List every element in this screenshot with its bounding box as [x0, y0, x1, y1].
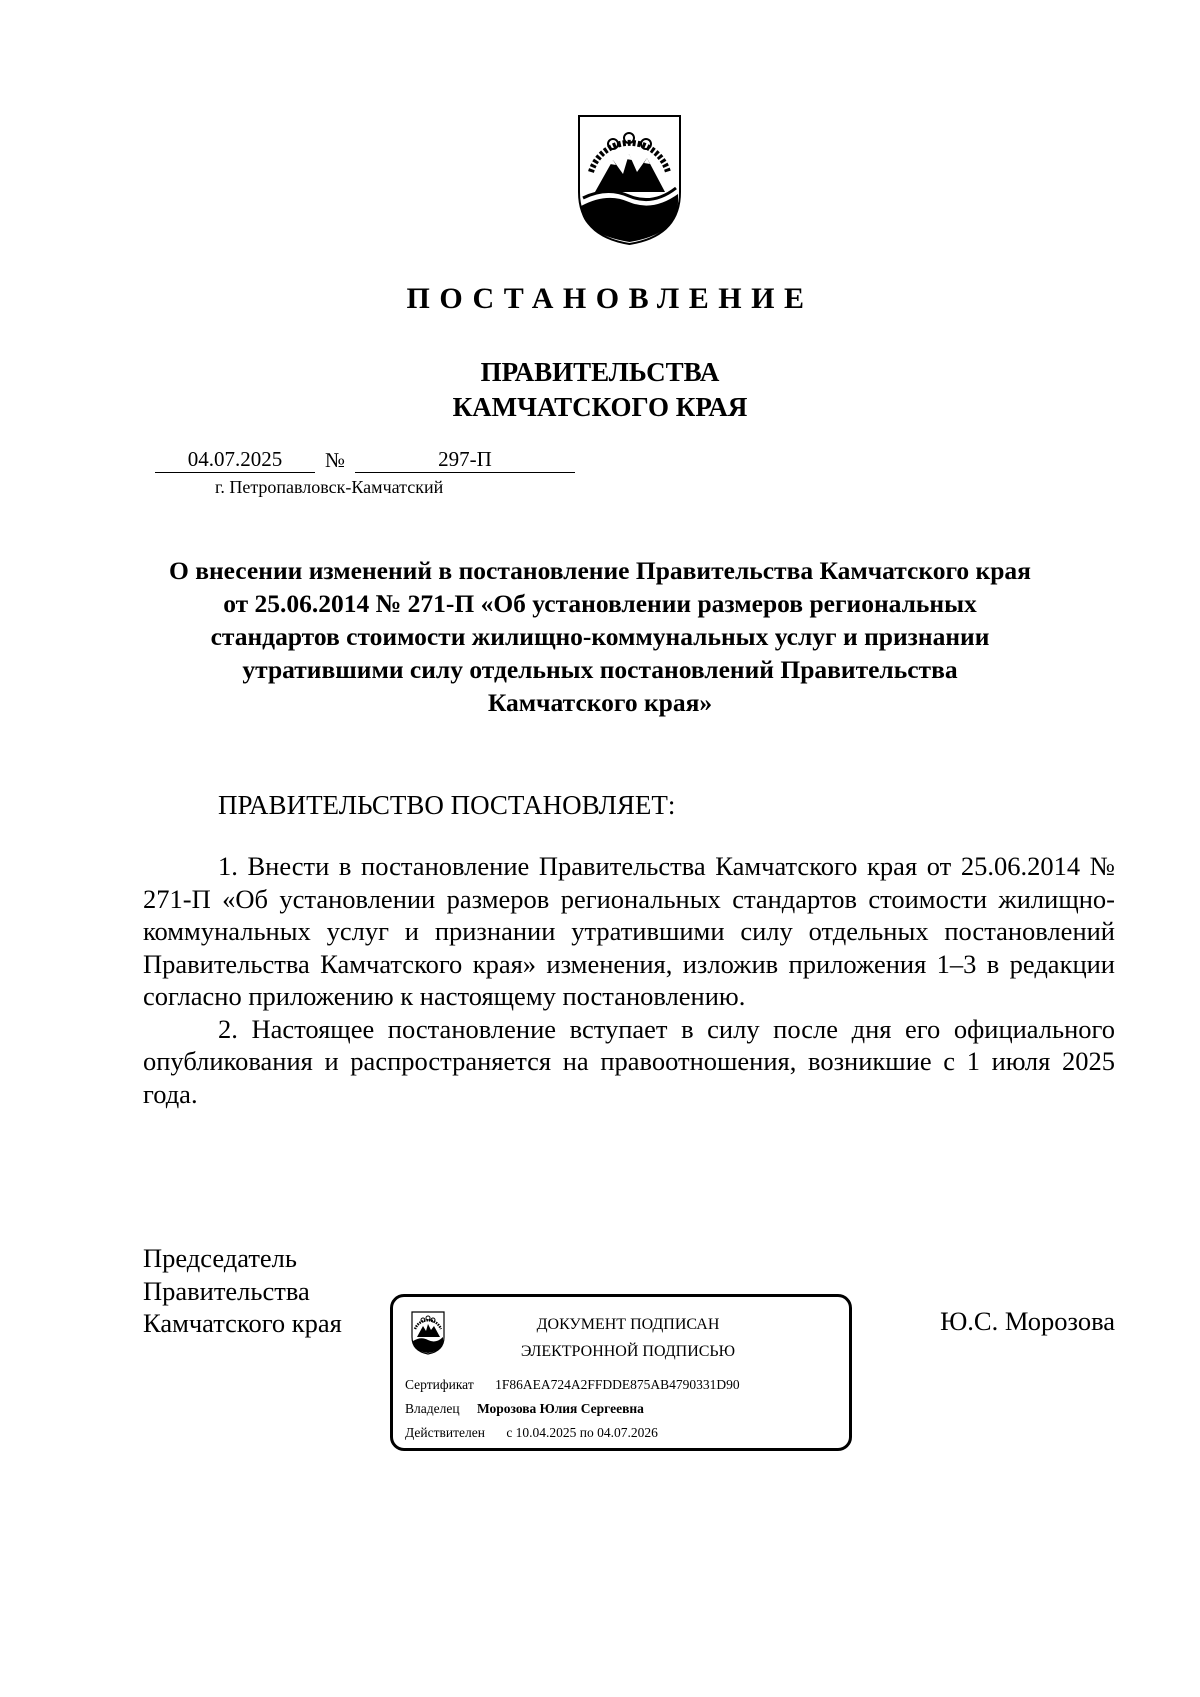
- registration-line: [155, 445, 575, 479]
- stamp-certificate-row: [405, 1377, 740, 1393]
- coat-of-arms-emblem: [577, 114, 682, 246]
- document-date: 04.07.2025: [155, 446, 315, 473]
- stamp-validity-row: [405, 1425, 658, 1441]
- signer-name: Ю.С. Морозова: [940, 1306, 1115, 1336]
- document-subject: [0, 554, 1200, 719]
- city-label: г. Петропавловск-Камчатский: [215, 477, 444, 497]
- signer-position-line: Председатель: [143, 1243, 297, 1273]
- resolution-heading: ПРАВИТЕЛЬСТВО ПОСТАНОВЛЯЕТ:: [218, 790, 676, 820]
- subject-line: стандартов стоимости жилищно-коммунальных услуг и признании: [210, 622, 990, 651]
- paragraph-1: 1. Внести в постановление Правительства Камчатского края от 25.06.2014 № 271-П «Об установлении размеров региональных стандартов стоимости жилищно-коммунальных услуг и признании утратившими силу отдельных постановлений Правительства Камчатского края» изменения, изложив приложения 1–3 в редакции согласно приложению к настоящему постановлению.: [143, 851, 1115, 1011]
- document-number: 297-П: [355, 446, 575, 473]
- subject-line: О внесении изменений в постановление Правительства Камчатского края: [169, 556, 1031, 585]
- owner-value: Морозова Юлия Сергеевна: [476, 1401, 644, 1416]
- stamp-title: [473, 1311, 783, 1365]
- number-sign: №: [325, 448, 346, 472]
- stamp-emblem-icon: [411, 1311, 445, 1355]
- owner-label: Владелец: [405, 1401, 460, 1416]
- signer-position-line: Правительства: [143, 1275, 310, 1306]
- subject-line: утратившими силу отдельных постановлений Правительства: [242, 655, 958, 684]
- electronic-signature-stamp: [390, 1294, 852, 1451]
- validity-label: Действителен: [405, 1425, 485, 1440]
- issuer-title: [0, 355, 1200, 425]
- stamp-title-line: ЭЛЕКТРОННОЙ ПОДПИСЬЮ: [520, 1343, 736, 1360]
- certificate-value: 1F86AEA724A2FFDDE875AB4790331D90: [495, 1377, 740, 1392]
- document-type-title: ПОСТАНОВЛЕНИЕ: [406, 282, 814, 315]
- validity-value: с 10.04.2025 по 04.07.2026: [506, 1425, 658, 1440]
- signer-position: [143, 1242, 342, 1340]
- subject-line: Камчатского края»: [487, 688, 713, 717]
- subject-line: от 25.06.2014 № 271-П «Об установлении размеров региональных: [223, 589, 977, 618]
- document-body: [143, 850, 1115, 1110]
- issuer-line: ПРАВИТЕЛЬСТВА: [480, 357, 720, 387]
- stamp-owner-row: [405, 1401, 644, 1417]
- certificate-label: Сертификат: [405, 1377, 474, 1392]
- issuer-line: КАМЧАТСКОГО КРАЯ: [452, 392, 748, 422]
- stamp-title-line: ДОКУМЕНТ ПОДПИСАН: [536, 1316, 720, 1333]
- signer-position-line: Камчатского края: [143, 1308, 342, 1338]
- paragraph-2: 2. Настоящее постановление вступает в силу после дня его официального опубликования и распространяется на правоотношения, возникшие с 1 июля 2025 года.: [143, 1013, 1115, 1109]
